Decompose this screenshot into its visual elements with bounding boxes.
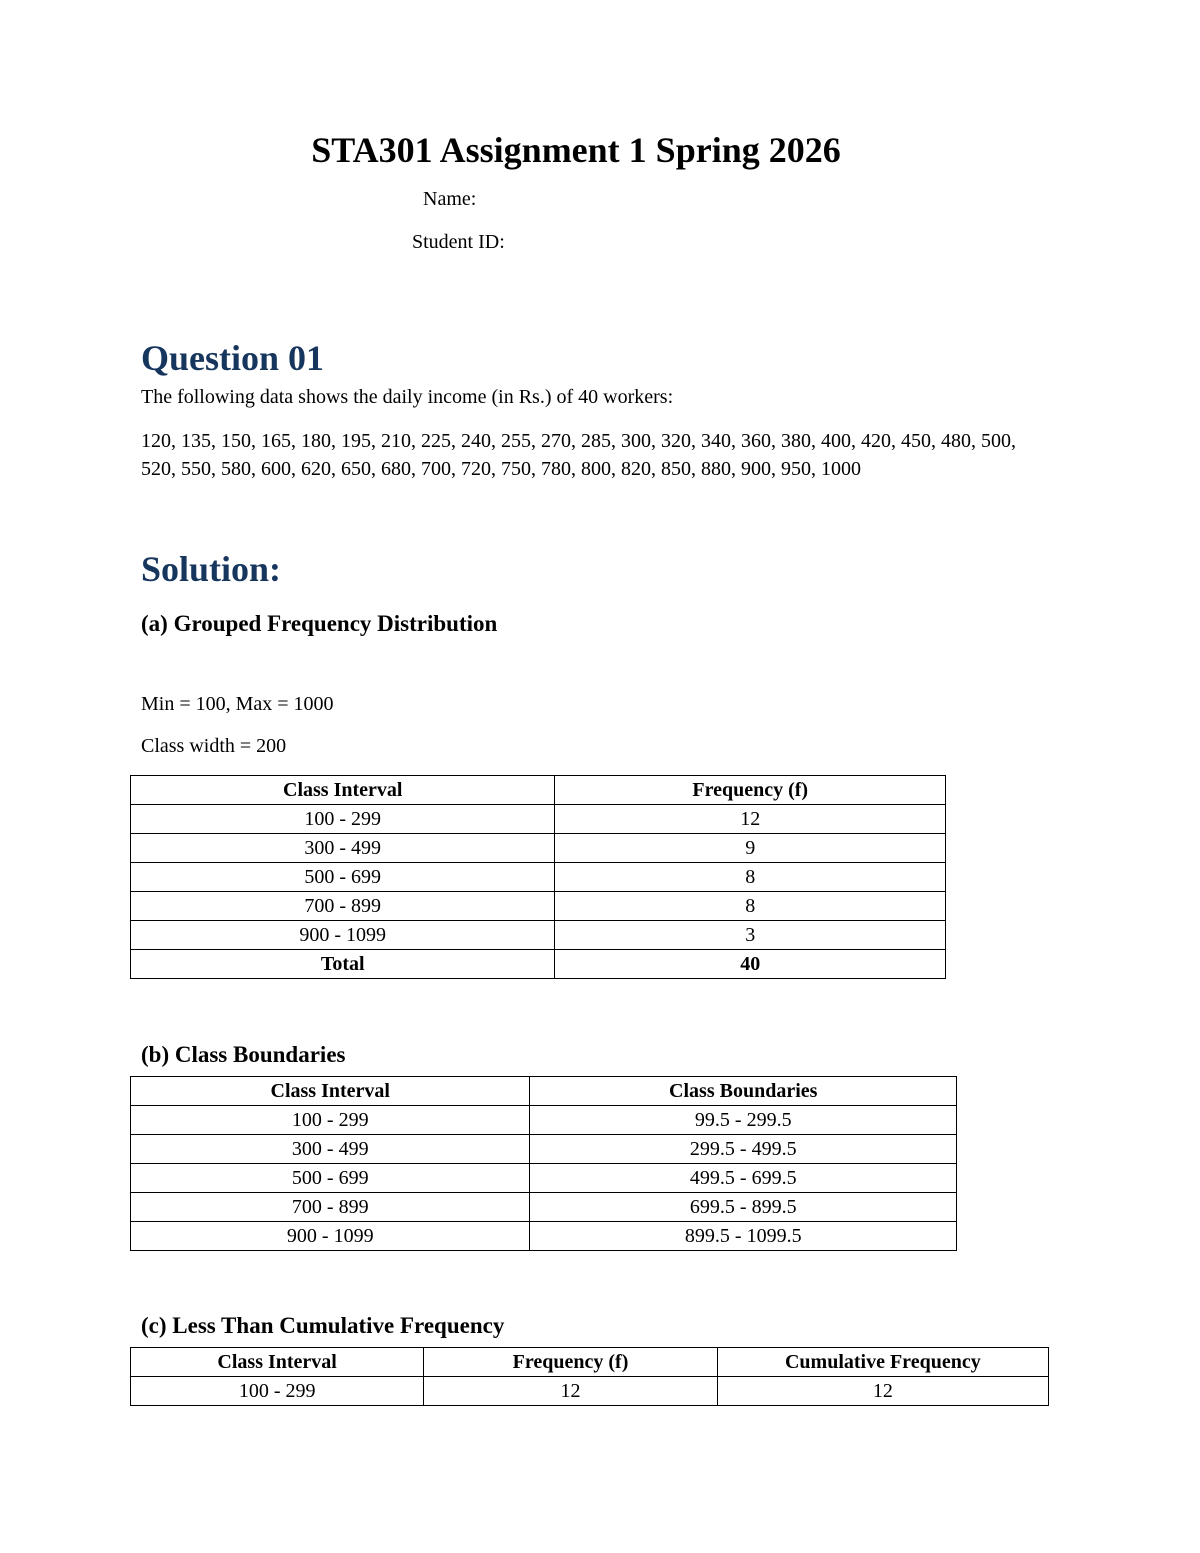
cell-class-boundaries: 499.5 - 699.5 [530,1164,957,1193]
header-class-interval: Class Interval [131,1348,424,1377]
frequency-distribution-table [130,775,946,979]
question-heading: Question 01 [141,338,325,378]
table-row [131,863,946,892]
cell-frequency: 3 [555,921,946,950]
part-b-heading: (b) Class Boundaries [141,1042,346,1067]
table-row [131,1377,1049,1406]
table-row [131,1193,957,1222]
cell-frequency: 12 [424,1377,717,1406]
student-id-label: Student ID: [412,231,505,253]
header-class-boundaries: Class Boundaries [530,1077,957,1106]
solution-heading: Solution: [141,549,282,589]
cell-frequency: 8 [555,892,946,921]
header-cumulative-frequency: Cumulative Frequency [717,1348,1048,1377]
class-width-text: Class width = 200 [141,735,287,757]
table-header-row [131,776,946,805]
cell-class-interval: 700 - 899 [131,1193,530,1222]
cell-class-boundaries: 899.5 - 1099.5 [530,1222,957,1251]
cell-frequency: 12 [555,805,946,834]
cell-class-interval: 900 - 1099 [131,1222,530,1251]
header-frequency: Frequency (f) [424,1348,717,1377]
table-header-row [131,1077,957,1106]
table-row [131,834,946,863]
cell-total-value: 40 [555,950,946,979]
question-data-values: 120, 135, 150, 165, 180, 195, 210, 225, 240, 255, 270, 285, 300, 320, 340, 360, 380, 400, 420, 450, 480, 500, 520, 550, 580, 600, 620, 650, 680, 700, 720, 750, 780, 800, 820, 850, 880, 900, 950, 1000 [141,430,1016,480]
cell-class-interval: 300 - 499 [131,1135,530,1164]
table-row [131,1164,957,1193]
cell-class-interval: 300 - 499 [131,834,555,863]
header-class-interval: Class Interval [131,1077,530,1106]
cell-class-interval: 100 - 299 [131,805,555,834]
class-boundaries-table [130,1076,957,1251]
table-header-row [131,1348,1049,1377]
cell-class-interval: 700 - 899 [131,892,555,921]
table-row [131,921,946,950]
question-intro: The following data shows the daily income (in Rs.) of 40 workers: [141,386,674,408]
table-row [131,1106,957,1135]
header-frequency: Frequency (f) [555,776,946,805]
cell-class-interval: 900 - 1099 [131,921,555,950]
cell-total-label: Total [131,950,555,979]
name-label: Name: [423,188,477,210]
cell-frequency: 8 [555,863,946,892]
header-class-interval: Class Interval [131,776,555,805]
part-c-heading: (c) Less Than Cumulative Frequency [141,1313,505,1338]
cumulative-frequency-table [130,1347,1049,1406]
table-row [131,1135,957,1164]
cell-class-interval: 100 - 299 [131,1377,424,1406]
cell-cumulative-frequency: 12 [717,1377,1048,1406]
cell-class-boundaries: 699.5 - 899.5 [530,1193,957,1222]
table-row [131,892,946,921]
cell-class-interval: 500 - 699 [131,1164,530,1193]
cell-class-interval: 100 - 299 [131,1106,530,1135]
table-row [131,1222,957,1251]
part-a-heading: (a) Grouped Frequency Distribution [141,611,498,636]
document-title: STA301 Assignment 1 Spring 2026 [311,130,841,170]
cell-class-boundaries: 99.5 - 299.5 [530,1106,957,1135]
cell-frequency: 9 [555,834,946,863]
table-total-row [131,950,946,979]
cell-class-boundaries: 299.5 - 499.5 [530,1135,957,1164]
min-max-text: Min = 100, Max = 1000 [141,693,334,715]
cell-class-interval: 500 - 699 [131,863,555,892]
table-row [131,805,946,834]
